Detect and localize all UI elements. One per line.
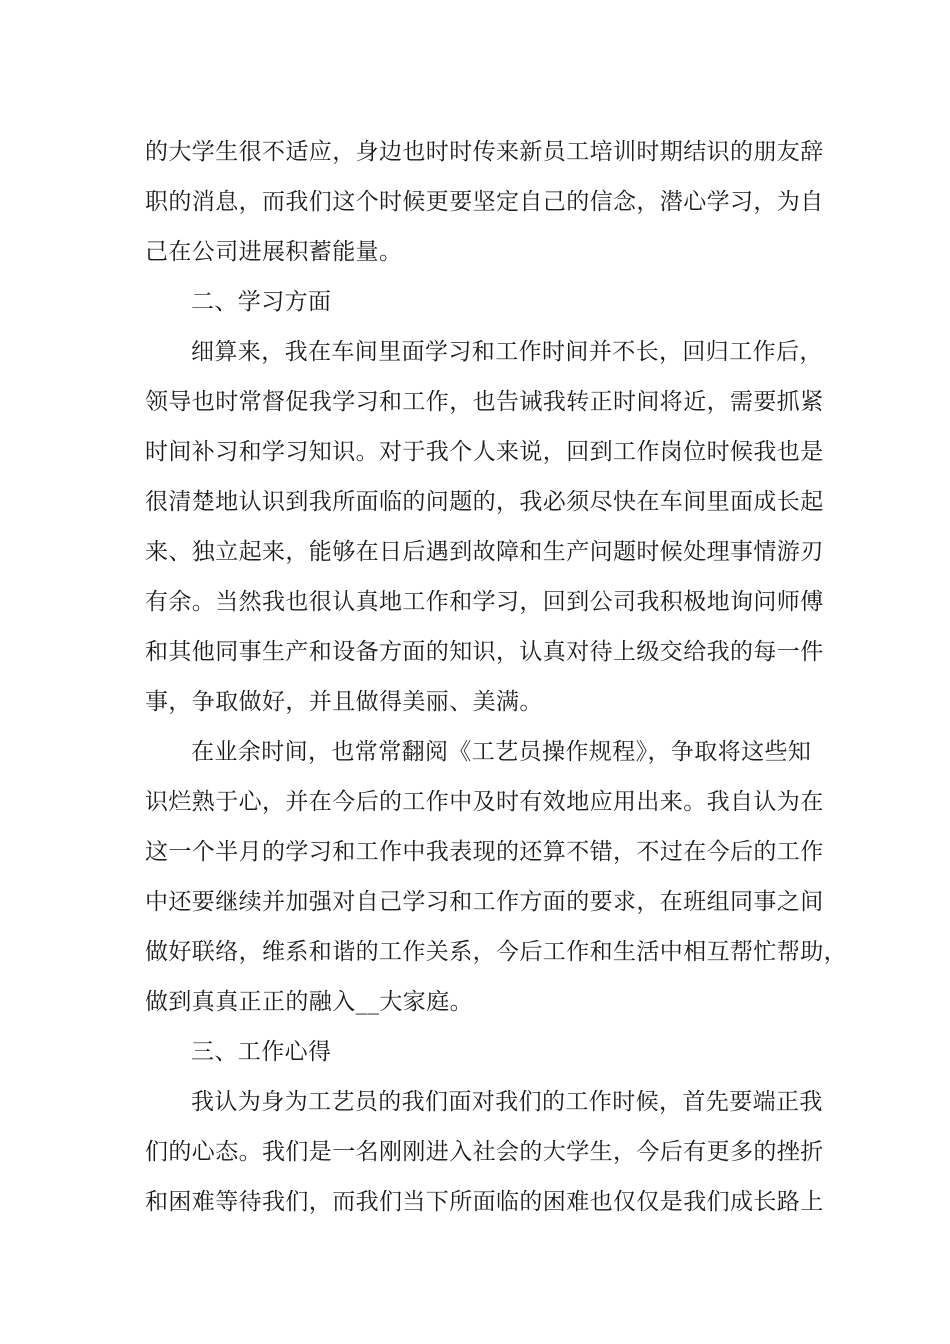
section-heading-experience: 三、工作心得: [191, 1039, 332, 1065]
section-heading-study: 二、学习方面: [191, 289, 332, 315]
body-line: 很清楚地认识到我所面临的问题的，我必须尽快在车间里面成长起: [145, 489, 824, 515]
body-line: 己在公司进展积蓄能量。: [145, 239, 403, 265]
body-line: 的大学生很不适应，身边也时时传来新员工培训时期结识的朋友辞: [145, 139, 824, 165]
body-line: 中还要继续并加强对自己学习和工作方面的要求，在班组同事之间: [145, 889, 824, 915]
body-line: 识烂熟于心，并在今后的工作中及时有效地应用出来。我自认为在: [145, 789, 824, 815]
body-line: 做好联络，维系和谐的工作关系，今后工作和生活中相互帮忙帮助，: [145, 939, 847, 965]
body-line: 和困难等待我们，而我们当下所面临的困难也仅仅是我们成长路上: [145, 1189, 824, 1215]
paragraph-first-line: 我认为身为工艺员的我们面对我们的工作时候，首先要端正我: [191, 1089, 823, 1115]
body-line: 职的消息，而我们这个时候更要坚定自己的信念，潜心学习，为自: [145, 189, 824, 215]
paragraph-first-line: 细算来，我在车间里面学习和工作时间并不长，回归工作后，: [191, 339, 823, 365]
body-line: 和其他同事生产和设备方面的知识，认真对待上级交给我的每一件: [145, 639, 824, 665]
body-line: 事，争取做好，并且做得美丽、美满。: [145, 689, 543, 715]
body-line: 领导也时常督促我学习和工作，也告诫我转正时间将近，需要抓紧: [145, 389, 824, 415]
document-body: [145, 132, 847, 1232]
body-line: 做到真真正正的融入__大家庭。: [145, 989, 473, 1015]
body-line: 时间补习和学习知识。对于我个人来说，回到工作岗位时候我也是: [145, 439, 824, 465]
body-line: 这一个半月的学习和工作中我表现的还算不错，不过在今后的工作: [145, 839, 824, 865]
paragraph-first-line: 在业余时间，也常常翻阅《工艺员操作规程》，争取将这些知: [191, 739, 812, 765]
body-line: 们的心态。我们是一名刚刚进入社会的大学生，今后有更多的挫折: [145, 1139, 824, 1165]
body-line: 来、独立起来，能够在日后遇到故障和生产问题时候处理事情游刃: [145, 539, 824, 565]
body-line: 有余。当然我也很认真地工作和学习，回到公司我积极地询问师傅: [145, 589, 824, 615]
